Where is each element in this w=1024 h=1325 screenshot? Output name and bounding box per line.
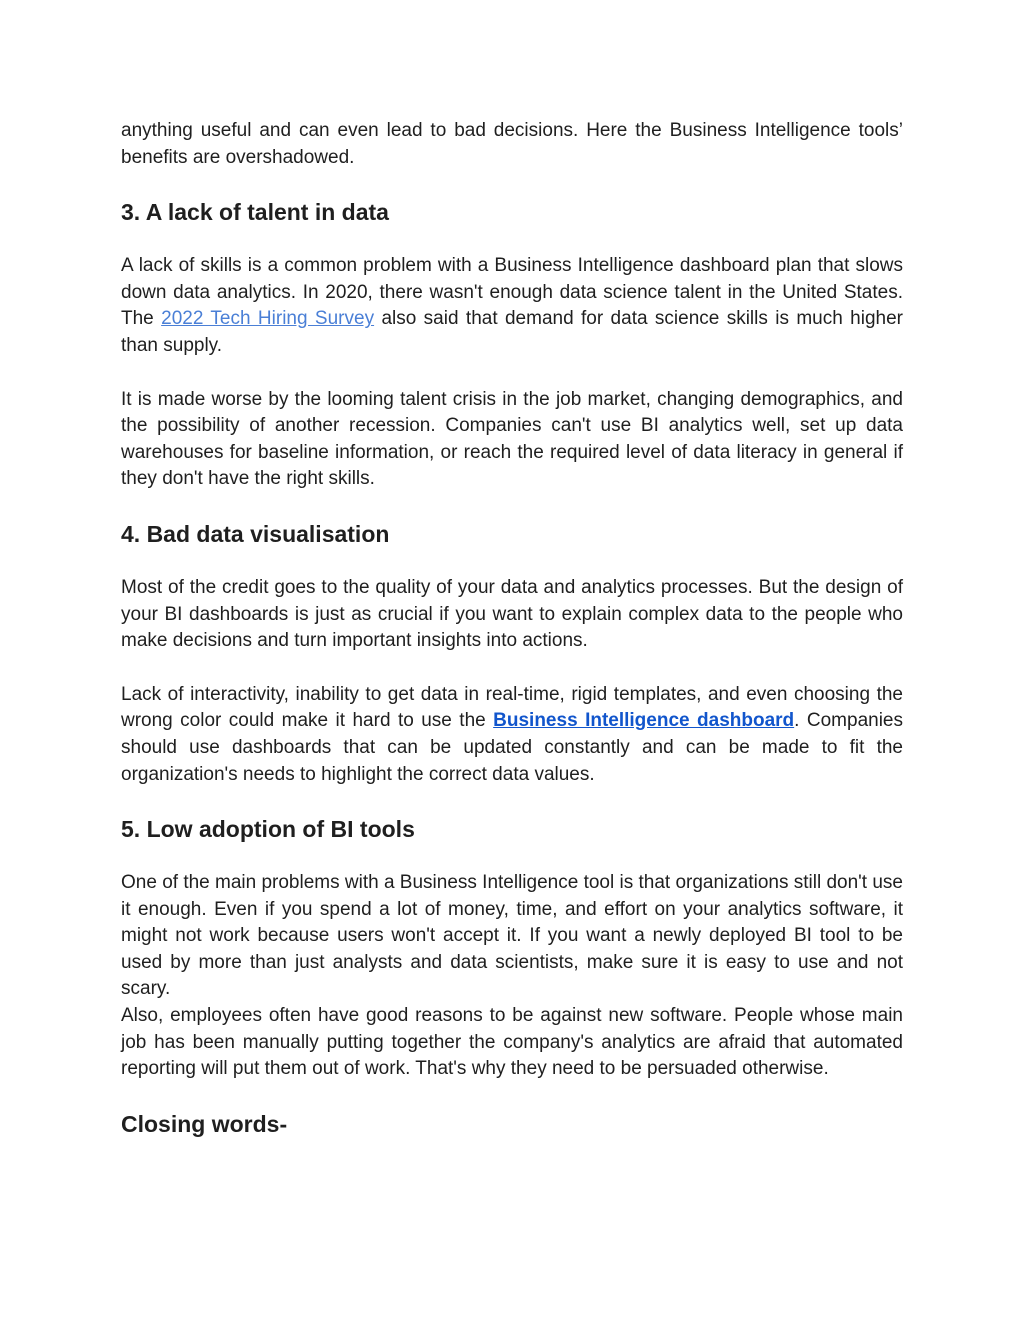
bi-dashboard-link[interactable]: Business Intelligence dashboard	[493, 710, 795, 732]
section-3-paragraph-1	[121, 253, 903, 359]
tech-hiring-survey-link[interactable]: 2022 Tech Hiring Survey	[161, 308, 375, 330]
section-3-p1-text-before: A lack of skills is a common problem with a Business Intelligence dashboard plan that slows down data analytics. In 2020, there wasn't enough data science talent in the United States. The	[121, 255, 903, 330]
intro-paragraph: anything useful and can even lead to bad decisions. Here the Business Intelligence tools’ benefits are overshadowed.	[121, 120, 903, 168]
section-5-heading: 5. Low adoption of BI tools	[121, 816, 415, 843]
section-3-paragraph-2: It is made worse by the looming talent crisis in the job market, changing demographics, and the possibility of another recession. Companies can't use BI analytics well, set up data warehouses for baseline information, or reach the required level of data literacy in general if they don't have the right skills.	[121, 388, 903, 490]
section-4-p2-text-before: Lack of interactivity, inability to get data in real-time, rigid templates, and even choosing the wrong color could make it hard to use the	[121, 683, 903, 732]
document-page	[121, 118, 903, 1138]
section-3-p1-text-after: also said that demand for data science skills is much higher than supply.	[121, 308, 903, 356]
section-5-paragraph-1: One of the main problems with a Business Intelligence tool is that organizations still don't use it enough. Even if you spend a lot of money, time, and effort on your analytics software, it might not work because users won't accept it. If you want a newly deployed BI tool to be used by more than just analysts and data scientists, make sure it is easy to use and not scary.	[121, 872, 903, 1000]
section-3-heading: 3. A lack of talent in data	[121, 199, 389, 226]
section-4-paragraph-1: Most of the credit goes to the quality of your data and analytics processes. But the design of your BI dashboards is just as crucial if you want to explain complex data to the people who make decisions and turn important insights into actions.	[121, 576, 903, 652]
closing-heading: Closing words-	[121, 1110, 288, 1137]
section-5-paragraph-2: Also, employees often have good reasons to be against new software. People whose main job has been manually putting together the company's analytics are afraid that automated reporting will put them out of work. That's why they need to be persuaded otherwise.	[121, 1005, 903, 1080]
section-4-p2-text-after: . Companies should use dashboards that can be updated constantly and can be made to fit the organization's needs to highlight the correct data values.	[121, 710, 903, 785]
section-4-paragraph-2	[121, 682, 903, 788]
section-4-heading: 4. Bad data visualisation	[121, 520, 390, 547]
